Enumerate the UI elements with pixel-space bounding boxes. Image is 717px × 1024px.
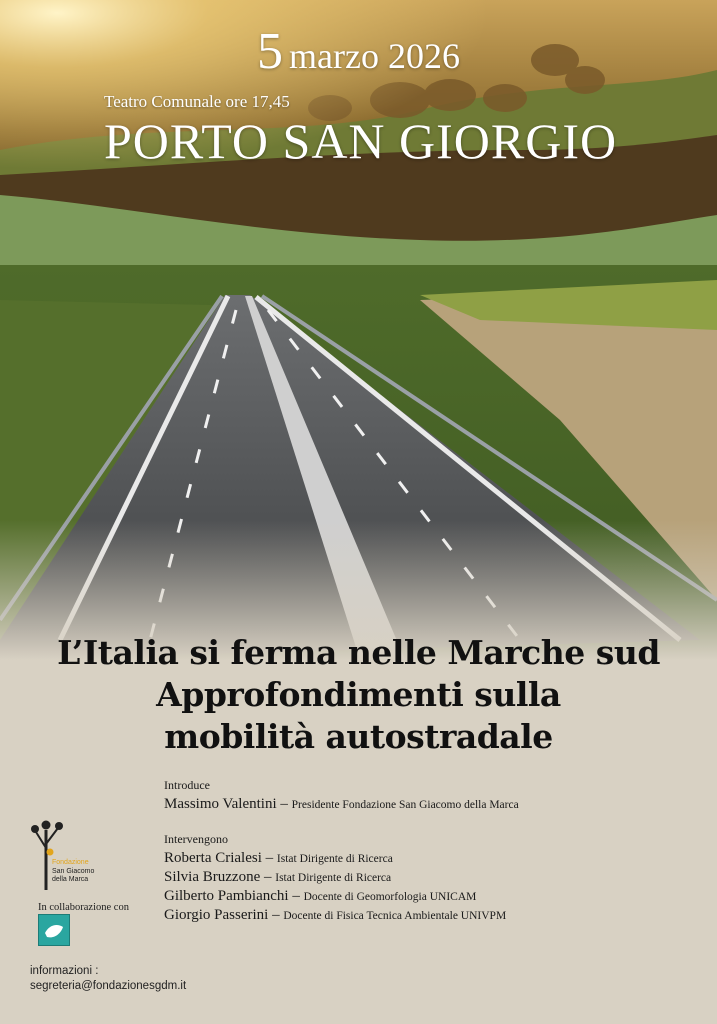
dash: – (272, 907, 280, 923)
speaker-role: Istat Dirigente di Ricerca (275, 872, 392, 884)
introducer-row (164, 795, 519, 814)
date-day: 5 (257, 23, 284, 80)
dash: – (263, 869, 272, 885)
speaker-name: Gilberto Pambianchi (164, 888, 289, 904)
speaker-name: Giorgio Passerini (164, 907, 269, 923)
fondazione-logo (28, 818, 100, 896)
title-line-3: mobilità autostradale (164, 717, 553, 756)
speaker-row (164, 868, 519, 887)
collaboration-label: In collaborazione con (38, 902, 129, 913)
tree-icon (28, 818, 100, 896)
date-month-year: marzo 2026 (289, 36, 460, 76)
speaker-role: Docente di Fisica Tecnica Ambientale UNIVPM (283, 910, 507, 922)
info-email[interactable]: segreteria@fondazionesgdm.it (30, 980, 187, 992)
speaker-row (164, 887, 519, 906)
title-line-1: L’Italia si ferma nelle Marche sud (57, 633, 660, 672)
speaker-row (164, 906, 519, 925)
program (164, 778, 519, 925)
speakers-label: Intervengono (164, 832, 228, 846)
logo-line-2: San Giacomo (52, 868, 95, 875)
speaker-name: Massimo Valentini (164, 796, 277, 812)
speaker-row (164, 849, 519, 868)
venue-time: Teatro Comunale ore 17,45 (104, 92, 290, 111)
speaker-role: Presidente Fondazione San Giacomo della Marca (291, 799, 519, 811)
info-block (30, 964, 186, 994)
city-name: PORTO SAN GIORGIO (104, 113, 618, 169)
event-title (0, 632, 717, 758)
speaker-name: Roberta Crialesi (164, 850, 262, 866)
dash: – (280, 796, 288, 812)
logo-line-1: Fondazione (52, 859, 89, 866)
dash: – (292, 888, 300, 904)
speaker-role: Docente di Geomorfologia UNICAM (303, 891, 477, 903)
introduce-label: Introduce (164, 778, 210, 792)
logo-line-3: della Marca (52, 876, 89, 883)
dash: – (265, 850, 274, 866)
speaker-role: Istat Dirigente di Ricerca (276, 853, 393, 865)
event-date (0, 22, 717, 81)
title-line-2: Approfondimenti sulla (156, 675, 561, 714)
marche-region-logo (38, 914, 70, 946)
info-label: informazioni : (30, 965, 99, 977)
speaker-name: Silvia Bruzzone (164, 869, 261, 885)
